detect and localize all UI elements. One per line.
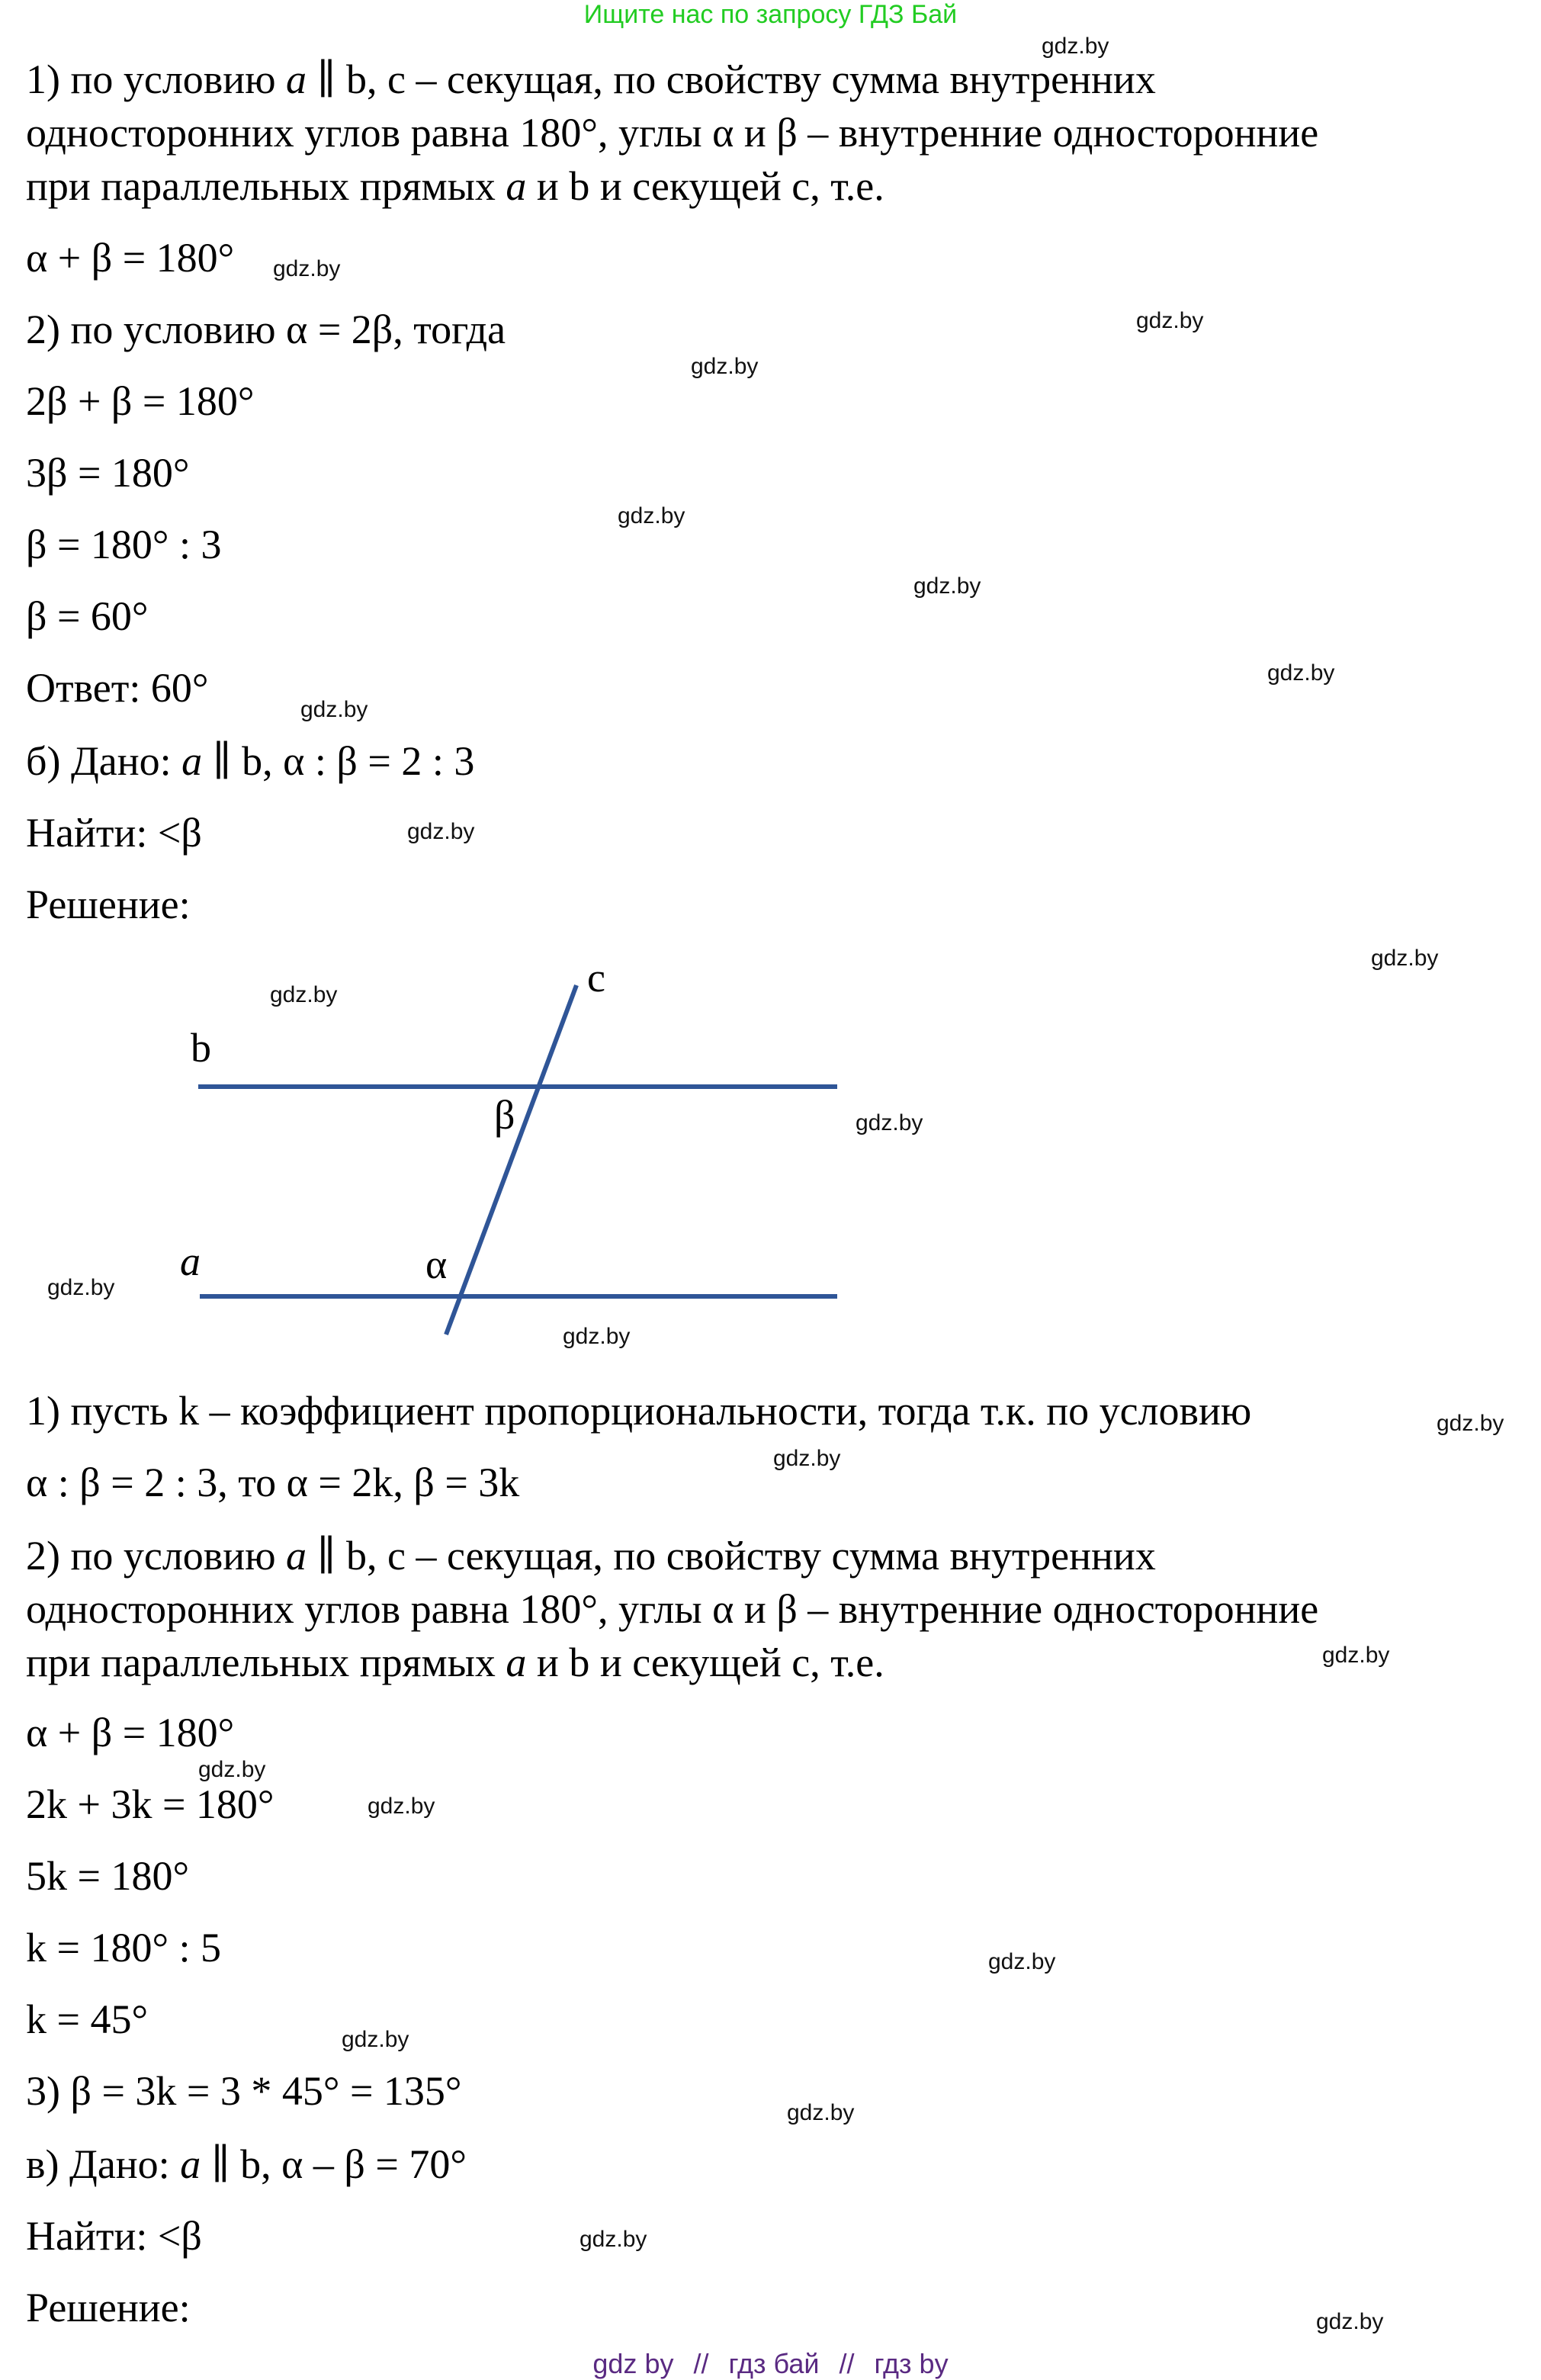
text-fragment: ∥ b, α : β = 2 : 3 bbox=[202, 738, 475, 784]
watermark: gdz.by bbox=[618, 503, 685, 528]
var-a: a bbox=[506, 163, 527, 209]
var-a: a bbox=[180, 2141, 201, 2187]
watermark: gdz.by bbox=[691, 354, 759, 379]
text-line bbox=[26, 55, 1156, 104]
text-line: односторонних углов равна 180°, углы α и β – внутренние односторонние bbox=[26, 1586, 1319, 1632]
footer-separator: // bbox=[693, 2348, 709, 2379]
text-fragment: в) Дано: bbox=[26, 2141, 181, 2187]
footer-link-gdz-by[interactable]: gdz by bbox=[592, 2348, 674, 2379]
text-fragment: ∥ b, α – β = 70° bbox=[201, 2141, 467, 2187]
equation: 2β + β = 180° bbox=[26, 378, 255, 424]
text-line bbox=[26, 1638, 884, 1687]
var-a: a bbox=[286, 1533, 307, 1579]
watermark: gdz.by bbox=[270, 982, 338, 1007]
text-fragment: и b и секущей c, т.е. bbox=[526, 163, 884, 209]
watermark: gdz.by bbox=[1136, 308, 1204, 333]
equation: 2k + 3k = 180° bbox=[26, 1781, 274, 1827]
top-banner[interactable]: Ищите нас по запросу ГДЗ Бай bbox=[583, 0, 958, 29]
watermark: gdz.by bbox=[988, 1949, 1056, 1974]
answer: Ответ: 60° bbox=[26, 665, 209, 711]
equation: α + β = 180° bbox=[26, 1710, 235, 1755]
find: Найти: <β bbox=[26, 810, 202, 856]
watermark: gdz.by bbox=[1042, 34, 1109, 59]
label-c: c bbox=[587, 955, 605, 1000]
given bbox=[26, 2140, 467, 2189]
find: Найти: <β bbox=[26, 2213, 202, 2259]
text-fragment: и b и секущей c, т.е. bbox=[526, 1640, 884, 1685]
text-fragment: ∥ b, c – секущая, по свойству сумма внутренних bbox=[307, 1533, 1156, 1579]
watermark: gdz.by bbox=[563, 1324, 631, 1349]
parallel-lines-diagram bbox=[0, 946, 991, 1342]
label-alpha: α bbox=[425, 1241, 448, 1287]
text-fragment: 2) по условию bbox=[26, 1533, 287, 1579]
line-c bbox=[446, 985, 576, 1335]
text-fragment: 1) по условию bbox=[26, 56, 287, 102]
equation: β = 180° : 3 bbox=[26, 522, 222, 567]
footer-link-gdz-bai[interactable]: гдз бай bbox=[728, 2348, 820, 2379]
watermark: gdz.by bbox=[368, 1794, 435, 1819]
watermark: gdz.by bbox=[1316, 2309, 1384, 2334]
equation: 3β = 180° bbox=[26, 450, 190, 496]
watermark: gdz.by bbox=[773, 1446, 841, 1471]
var-a: a bbox=[181, 738, 203, 784]
equation: 5k = 180° bbox=[26, 1853, 190, 1899]
text-line bbox=[26, 1531, 1156, 1580]
text-fragment: при параллельных прямых bbox=[26, 1640, 506, 1685]
var-a: a bbox=[506, 1640, 527, 1685]
text-line bbox=[26, 162, 884, 210]
text-fragment: ∥ b, c – секущая, по свойству сумма внутренних bbox=[307, 56, 1156, 102]
solution-heading: Решение: bbox=[26, 2285, 191, 2330]
text-fragment: при параллельных прямых bbox=[26, 163, 506, 209]
watermark: gdz.by bbox=[198, 1757, 266, 1782]
watermark: gdz.by bbox=[856, 1110, 923, 1135]
label-beta: β bbox=[494, 1092, 515, 1138]
equation: α + β = 180° bbox=[26, 235, 235, 281]
watermark: gdz.by bbox=[47, 1275, 115, 1300]
step-text: 1) пусть k – коэффициент пропорциональности, тогда т.к. по условию bbox=[26, 1388, 1252, 1434]
step-text: 3) β = 3k = 3 * 45° = 135° bbox=[26, 2068, 462, 2114]
equation: β = 60° bbox=[26, 593, 149, 639]
watermark: gdz.by bbox=[1437, 1411, 1504, 1436]
watermark: gdz.by bbox=[1371, 946, 1439, 971]
label-a: a bbox=[180, 1238, 201, 1284]
given bbox=[26, 737, 474, 785]
footer-link-gdz-by-cyr[interactable]: гдз by bbox=[874, 2348, 949, 2379]
equation: k = 180° : 5 bbox=[26, 1925, 222, 1970]
watermark: gdz.by bbox=[787, 2100, 855, 2125]
step-text: 2) по условию α = 2β, тогда bbox=[26, 307, 506, 352]
watermark: gdz.by bbox=[579, 2227, 647, 2252]
solution-heading: Решение: bbox=[26, 882, 191, 927]
equation: k = 45° bbox=[26, 1996, 149, 2042]
watermark: gdz.by bbox=[342, 2027, 409, 2052]
footer-separator: // bbox=[839, 2348, 855, 2379]
label-b: b bbox=[191, 1025, 211, 1071]
footer-links bbox=[0, 2349, 1541, 2379]
watermark: gdz.by bbox=[913, 573, 981, 599]
step-text: α : β = 2 : 3, то α = 2k, β = 3k bbox=[26, 1460, 520, 1505]
watermark: gdz.by bbox=[300, 697, 368, 722]
watermark: gdz.by bbox=[1267, 660, 1335, 686]
var-a: a bbox=[286, 56, 307, 102]
watermark: gdz.by bbox=[273, 256, 341, 281]
watermark: gdz.by bbox=[407, 819, 475, 844]
watermark: gdz.by bbox=[1322, 1643, 1390, 1668]
text-fragment: б) Дано: bbox=[26, 738, 182, 784]
text-line: односторонних углов равна 180°, углы α и β – внутренние односторонние bbox=[26, 110, 1319, 156]
